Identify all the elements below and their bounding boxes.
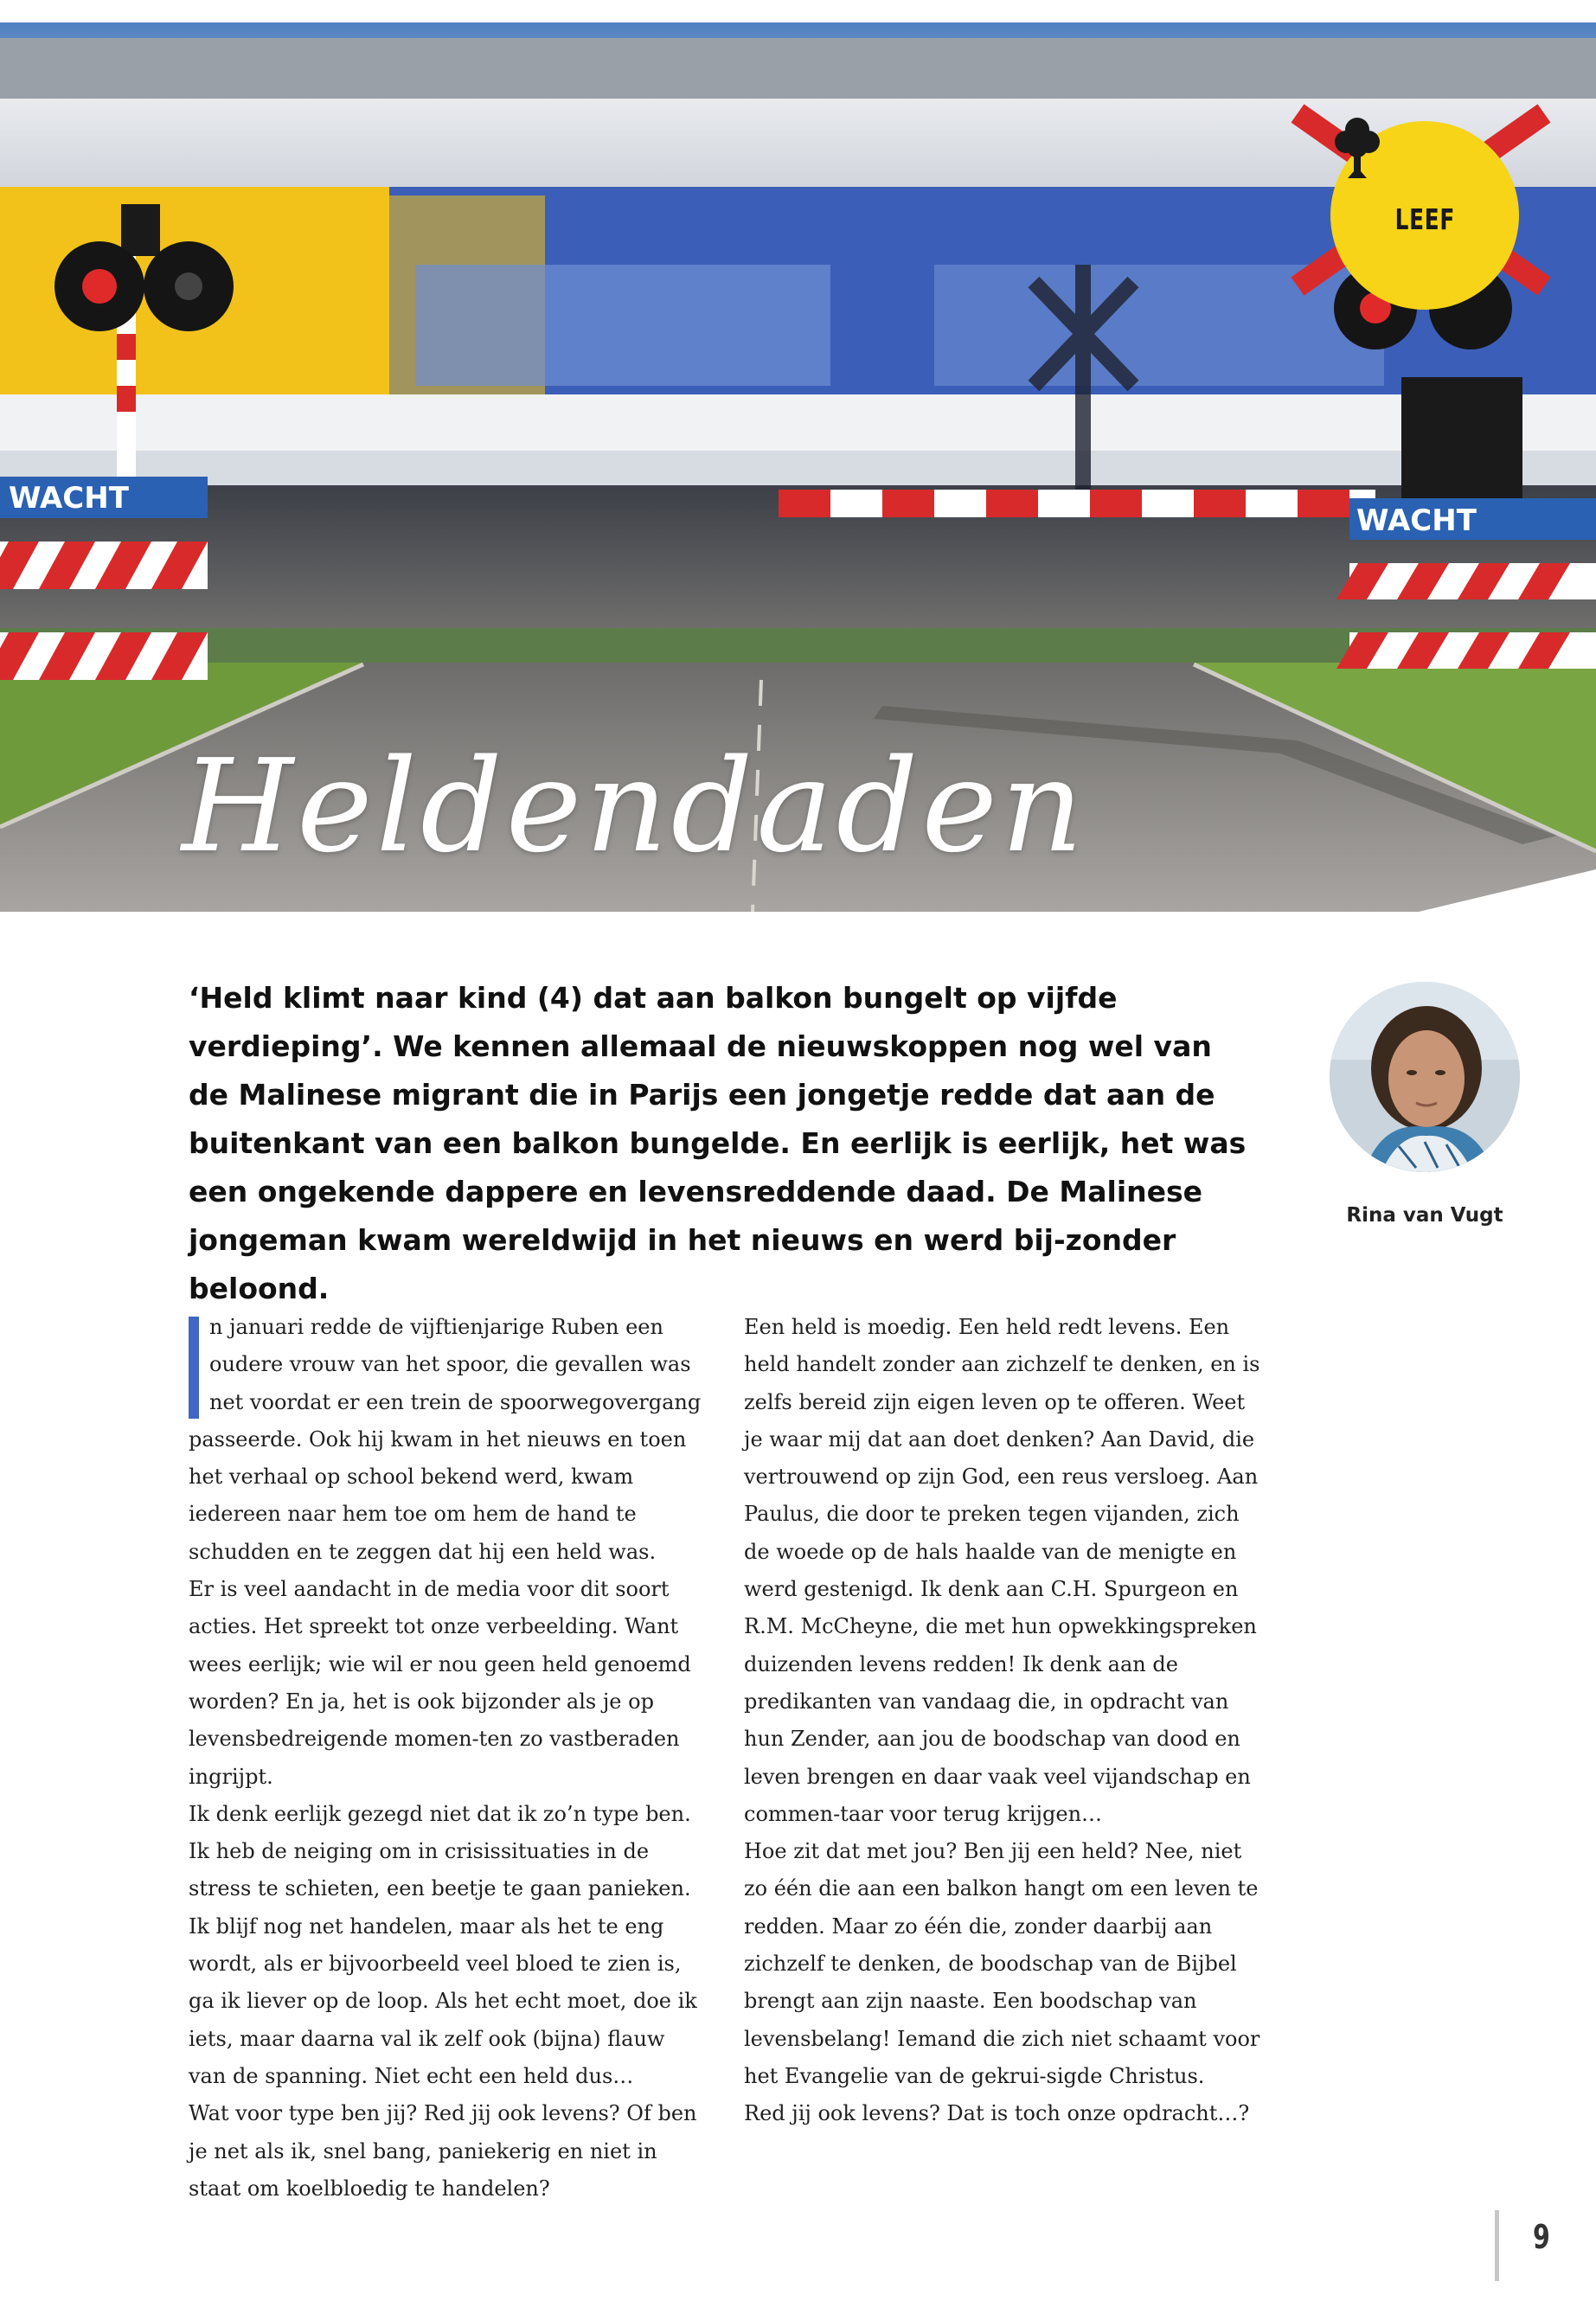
page-number-rule bbox=[1495, 2210, 1499, 2281]
author-name: Rina van Vugt bbox=[1346, 1204, 1503, 1227]
body-paragraph bbox=[189, 1309, 708, 1571]
article-title: Heldendaden bbox=[182, 732, 1087, 881]
sign-left-text: WACHT bbox=[9, 481, 129, 516]
page-number: 9 bbox=[1533, 2218, 1550, 2256]
body-paragraph: Een held is moedig. Een held redt levens. Een held handelt zonder aan zichzelf te denken, en is zelfs bereid zijn eigen leven op te offeren. Weet je waar mij dat aan doet denken? Aan David, die vertrouwend op zijn God, een reus versloeg. Aan Paulus, die door te preken tegen vijanden, zich de woede op de hals haalde van de menigte en werd gestenigd. Ik denk aan C.H. Spurgeon en R.M. McCheyne, die met hun opwekkingspreken duizenden levens redden! Ik denk aan de predikanten van vandaag die, in opdracht van hun Zender, aan jou de boodschap van dood en leven brengen en daar vaak veel vijandschap en commen-taar voor terug krijgen… bbox=[744, 1315, 1260, 1826]
body-paragraph: Hoe zit dat met jou? Ben jij een held? Nee, niet zo één die aan een balkon hangt om een leven te redden. Maar zo één die, zonder daarbij aan zichzelf te denken, de boodschap van de Bijbel brengt aan zijn naaste. Een boodschap van levensbelang! Iemand die zich niet schaamt voor het Evangelie van de gekrui-sigde Christus. bbox=[744, 1839, 1260, 2088]
body-column-left bbox=[189, 1309, 708, 2208]
body-column-right bbox=[744, 1309, 1263, 2133]
author-avatar bbox=[1330, 982, 1520, 1172]
body-paragraph: Wat voor type ben jij? Red jij ook levens? Of ben je net als ik, snel bang, paniekerig en niet in staat om koelbloedig te handelen? bbox=[189, 2101, 697, 2201]
body-paragraph-text: n januari redde de vijftienjarige Ruben een oudere vrouw van het spoor, die gevallen was net voordat er een trein de spoorwegovergang passeerde. Ook hij kwam in het nieuws en toen het verhaal op school bekend werd, kwam iedereen naar hem toe om hem de hand te schudden en te zeggen dat hij een held was. bbox=[189, 1315, 702, 1564]
drop-cap-bar bbox=[189, 1317, 199, 1419]
body-paragraph: Er is veel aandacht in de media voor dit soort acties. Het spreekt tot onze verbeelding. Want wees eerlijk; wie wil er nou geen held genoemd worden? En ja, het is ook bijzonder als je op levensbedreigende momen-ten zo vastberaden ingrijpt. bbox=[189, 1577, 691, 1789]
author-portrait bbox=[1330, 982, 1520, 1172]
body-paragraph: Red jij ook levens? Dat is toch onze opdracht…? bbox=[744, 2101, 1250, 2126]
hero-bottom-cut bbox=[0, 0, 1596, 917]
body-paragraph: Ik denk eerlijk gezegd niet dat ik zo’n type ben. Ik heb de neiging om in crisissituaties in de stress te schieten, een beetje te gaan panieken. Ik blijf nog net handelen, maar als het te eng wordt, als er bijvoorbeeld veel bloed te zien is, ga ik liever op de loop. Als het echt moet, doe ik iets, maar daarna val ik zelf ook (bijna) flauw van de spanning. Niet echt een held dus… bbox=[189, 1801, 697, 2088]
sign-right-text: WACHT bbox=[1356, 503, 1477, 538]
badge-label: LEEF bbox=[1394, 202, 1455, 236]
intro-paragraph: ‘Held klimt naar kind (4) dat aan balkon bungelt op vijfde verdieping’. We kennen allemaal de nieuwskoppen nog wel van de Malinese migrant die in Parijs een jongetje redde dat aan de buitenkant van een balkon bungelde. En eerlijk is eerlijk, het was een ongekende dappere en levensreddende daad. De Malinese jongeman kwam wereldwijd in het nieuws en werd bij-zonder beloond. bbox=[189, 981, 1247, 1305]
